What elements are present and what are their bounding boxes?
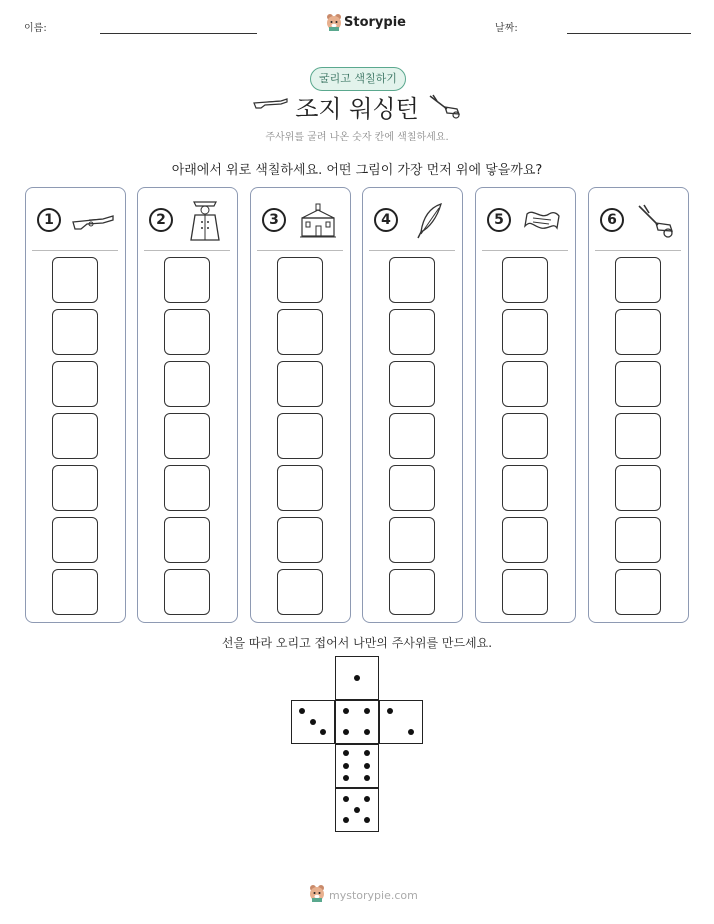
color-box[interactable]: [615, 257, 661, 303]
column-number: 2: [149, 208, 173, 232]
color-box[interactable]: [52, 309, 98, 355]
color-box[interactable]: [277, 569, 323, 615]
mount-vernon-house-icon: [295, 200, 341, 242]
color-box[interactable]: [277, 361, 323, 407]
date-line[interactable]: [567, 33, 691, 34]
color-box[interactable]: [277, 257, 323, 303]
color-box[interactable]: [502, 465, 548, 511]
date-label: 날짜:: [495, 23, 518, 34]
color-box[interactable]: [164, 569, 210, 615]
race-column-3: [250, 187, 351, 623]
dice-pip: [343, 763, 349, 769]
color-box[interactable]: [164, 517, 210, 563]
color-box[interactable]: [615, 569, 661, 615]
color-box[interactable]: [615, 361, 661, 407]
color-box[interactable]: [502, 309, 548, 355]
name-line[interactable]: [100, 33, 257, 34]
column-number: 1: [37, 208, 61, 232]
dice-pip: [364, 763, 370, 769]
color-box[interactable]: [164, 257, 210, 303]
column-divider: [257, 250, 343, 251]
instruction-text: 아래에서 위로 색칠하세요. 어떤 그림이 가장 먼저 위에 닿을까요?: [171, 163, 543, 178]
race-column-5: [475, 187, 576, 623]
dice-face-2: [379, 700, 423, 744]
race-column-2: [137, 187, 238, 623]
column-number: 5: [487, 208, 511, 232]
color-box[interactable]: [277, 309, 323, 355]
color-box[interactable]: [52, 413, 98, 459]
brand-name: Storypie: [344, 15, 406, 30]
color-box[interactable]: [389, 569, 435, 615]
footer-bear-icon: [309, 884, 325, 902]
activity-badge: 굴리고 색칠하기: [310, 67, 406, 91]
footer-url[interactable]: mystorypie.com: [329, 889, 418, 902]
column-number: 4: [374, 208, 398, 232]
dice-pip: [343, 708, 349, 714]
column-divider: [32, 250, 118, 251]
color-box[interactable]: [502, 517, 548, 563]
color-box[interactable]: [615, 465, 661, 511]
color-box[interactable]: [389, 517, 435, 563]
color-box[interactable]: [615, 309, 661, 355]
quill-pen-icon: [407, 200, 453, 242]
dice-pip: [364, 775, 370, 781]
dice-pip: [354, 807, 360, 813]
column-divider: [595, 250, 681, 251]
dice-pip: [343, 796, 349, 802]
colonial-coat-icon: [182, 200, 228, 242]
column-number: 3: [262, 208, 286, 232]
title-musket-icon: [253, 96, 289, 110]
dice-pip: [343, 775, 349, 781]
color-box[interactable]: [502, 413, 548, 459]
dice-pip: [343, 729, 349, 735]
color-box[interactable]: [52, 569, 98, 615]
dice-face-5: [335, 788, 379, 832]
dice-pip: [310, 719, 316, 725]
dice-face-1: [335, 656, 379, 700]
dice-pip: [364, 708, 370, 714]
color-box[interactable]: [389, 465, 435, 511]
column-divider: [369, 250, 455, 251]
dice-pip: [299, 708, 305, 714]
color-box[interactable]: [389, 361, 435, 407]
color-box[interactable]: [389, 257, 435, 303]
race-column-6: [588, 187, 689, 623]
color-box[interactable]: [52, 465, 98, 511]
color-box[interactable]: [52, 257, 98, 303]
color-box[interactable]: [277, 465, 323, 511]
brand-logo: [326, 13, 406, 33]
dice-pip: [408, 729, 414, 735]
dice-face-4: [335, 700, 379, 744]
dice-pip: [364, 817, 370, 823]
plow-icon: [633, 200, 679, 242]
dice-face-6: [335, 744, 379, 788]
race-column-1: [25, 187, 126, 623]
dice-pip: [320, 729, 326, 735]
color-box[interactable]: [164, 465, 210, 511]
color-box[interactable]: [389, 413, 435, 459]
column-divider: [482, 250, 568, 251]
dice-pip: [354, 675, 360, 681]
color-box[interactable]: [615, 413, 661, 459]
color-box[interactable]: [164, 309, 210, 355]
color-box[interactable]: [52, 361, 98, 407]
dice-pip: [343, 817, 349, 823]
dice-face-3: [291, 700, 335, 744]
color-box[interactable]: [389, 309, 435, 355]
color-box[interactable]: [502, 569, 548, 615]
subtitle: 주사위를 굴려 나온 숫자 칸에 색칠하세요.: [265, 132, 449, 143]
column-divider: [144, 250, 230, 251]
title-plow-icon: [427, 93, 463, 119]
color-box[interactable]: [502, 361, 548, 407]
name-label: 이름:: [24, 23, 47, 34]
race-column-4: [362, 187, 463, 623]
bear-logo-icon: [326, 13, 342, 31]
dice-pip: [387, 708, 393, 714]
dice-instruction: 선을 따라 오리고 접어서 나만의 주사위를 만드세요.: [221, 636, 493, 650]
color-box[interactable]: [277, 413, 323, 459]
color-box[interactable]: [164, 361, 210, 407]
dice-pip: [364, 729, 370, 735]
dice-pip: [343, 750, 349, 756]
page-title: 조지 워싱턴: [295, 95, 419, 123]
color-box[interactable]: [277, 517, 323, 563]
dice-pip: [364, 750, 370, 756]
musket-icon: [70, 200, 116, 242]
color-box[interactable]: [52, 517, 98, 563]
color-box[interactable]: [502, 257, 548, 303]
color-box[interactable]: [615, 517, 661, 563]
dice-pip: [364, 796, 370, 802]
column-number: 6: [600, 208, 624, 232]
color-box[interactable]: [164, 413, 210, 459]
scroll-icon: [520, 200, 566, 242]
